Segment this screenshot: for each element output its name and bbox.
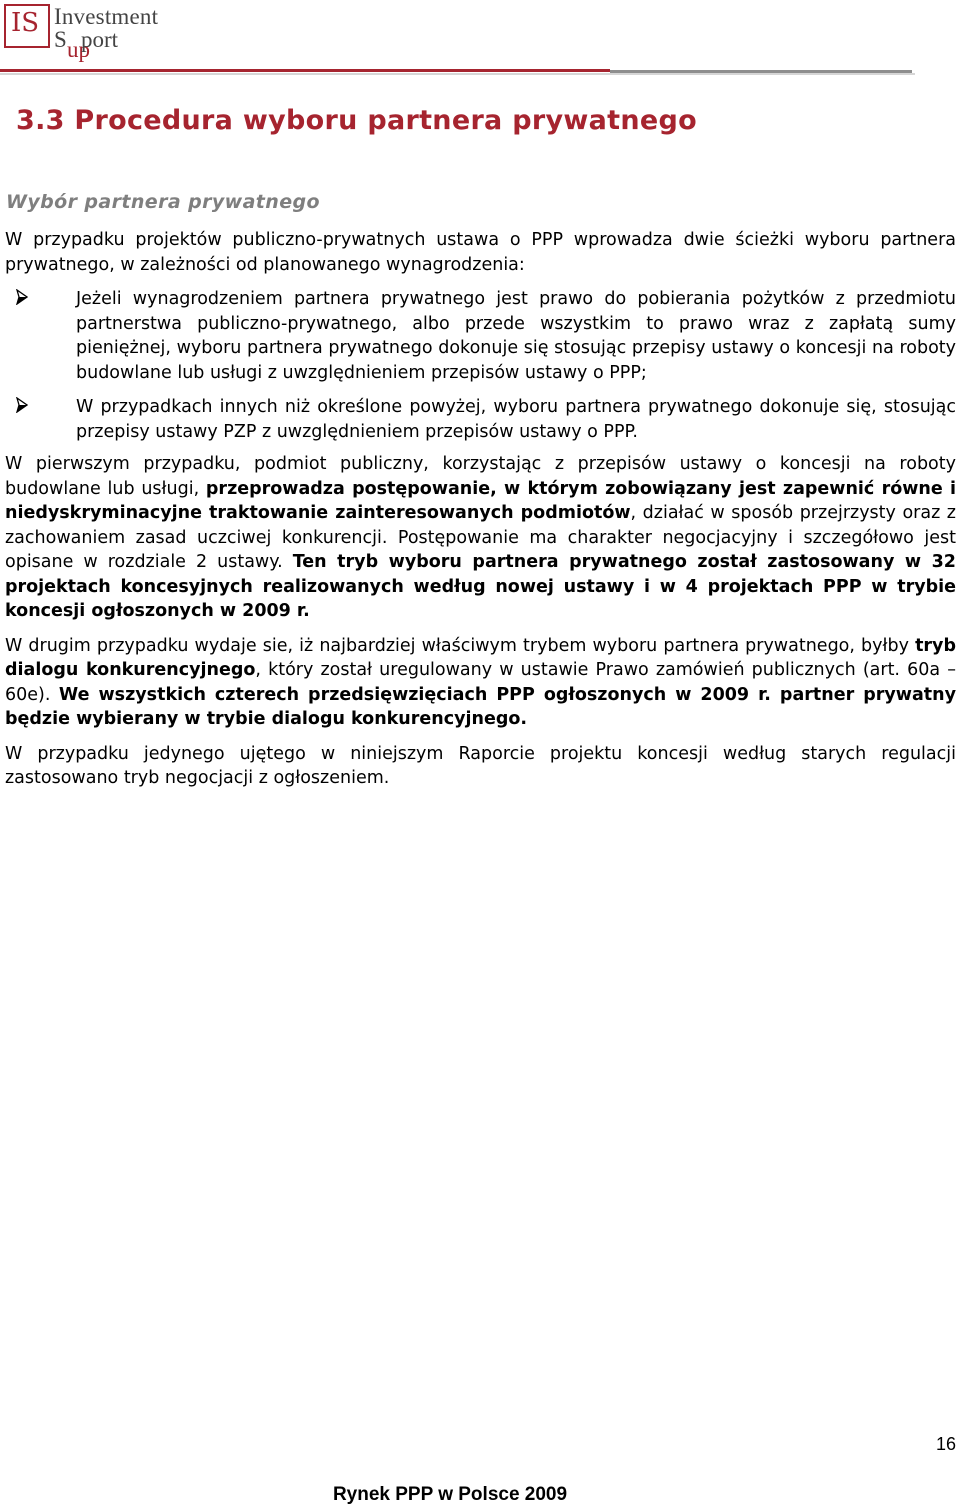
paragraph-text: , działać w sposób przejrzysty oraz z zachowaniem zasad uczciwej konkurencji. Postępowanie ma charakter negocjacyjny i szczegółowo jest opisane w rozdziale 2 ustawy.	[5, 503, 956, 572]
investment-support-logo	[4, 4, 204, 60]
paragraph-text: , który został uregulowany w ustawie Prawo zamówień publicznych (art. 60a – 60e).	[5, 660, 957, 705]
list-item	[5, 395, 956, 444]
page-header	[0, 0, 960, 80]
list-item-text: W przypadkach innych niż określone powyżej, wyboru partnera prywatnego dokonuje się, stosując przepisy ustawy PZP z uwzględnieniem przepisów ustawy o PPP.	[76, 397, 956, 442]
paragraph-first-case	[5, 452, 956, 624]
paragraph-bold-text: tryb dialogu konkurencyjnego	[5, 635, 956, 680]
intro-paragraph: W przypadku projektów publiczno-prywatnych ustawa o PPP wprowadza dwie ścieżki wyboru partnera prywatnego, w zależności od planowanego wynagrodzenia:	[5, 230, 956, 275]
paragraph-bold-text: Ten tryb wyboru partnera prywatnego został zastosowany w 32 projektach koncesyjnych realizowanych według nowej ustawy i w 4 projektach PPP w trybie koncesji ogłoszonych w 2009 r.	[5, 552, 956, 621]
paragraph-old-concession: W przypadku jedynego ujętego w niniejszym Raporcie projektu koncesji według starych regulacji zastosowano tryb negocjacji z ogłoszeniem.	[5, 743, 956, 788]
logo-port-text: port	[81, 27, 119, 52]
paragraph-bold-text: przeprowadza postępowanie, w którym zobowiązany jest zapewnić równe i niedyskryminacyjne traktowanie zainteresowanych podmiotów	[5, 478, 957, 523]
logo-s-text: S	[54, 27, 67, 52]
logo-up-text: up	[67, 37, 90, 62]
logo-is-text: IS	[11, 8, 40, 38]
header-rule-red	[0, 69, 610, 72]
header-rule-shadow	[0, 73, 915, 75]
section-subtitle: Wybór partnera prywatnego	[6, 191, 320, 213]
paragraph-text: W pierwszym przypadku, podmiot publiczny, korzystając z przepisów ustawy o koncesji na roboty budowlane lub usługi,	[5, 454, 956, 499]
logo-box	[4, 4, 50, 48]
arrow-bullet-icon	[16, 289, 28, 305]
document-body	[5, 228, 956, 791]
list-item	[5, 287, 956, 385]
bullet-list	[5, 287, 956, 444]
logo-investment-text: Investment	[54, 4, 159, 29]
page-number: 16	[935, 1434, 956, 1454]
section-title: 3.3 Procedura wyboru partnera prywatnego	[16, 105, 698, 136]
paragraph-text: W drugim przypadku wydaje sie, iż najbardziej właściwym trybem wyboru partnera prywatnego, byłby	[5, 635, 916, 656]
arrow-bullet-icon	[16, 397, 28, 413]
list-item-text: Jeżeli wynagrodzeniem partnera prywatnego jest prawo do pobierania pożytków z przedmiotu partnerstwa publiczno-prywatnego, albo przede wszystkim to prawo wraz z zapłatą sumy pieniężnej, wyboru partnera prywatnego dokonuje się stosując przepisy ustawy o koncesji na roboty budowlane lub usługi z uwzględnieniem przepisów ustawy o PPP;	[76, 289, 956, 383]
page-footer: Rynek PPP w Polsce 2009	[332, 1484, 568, 1505]
paragraph-second-case	[5, 634, 956, 732]
paragraph-bold-text: We wszystkich czterech przedsięwzięciach PPP ogłoszonych w 2009 r. partner prywatny będzie wybierany w trybie dialogu konkurencyjnego.	[5, 684, 956, 729]
